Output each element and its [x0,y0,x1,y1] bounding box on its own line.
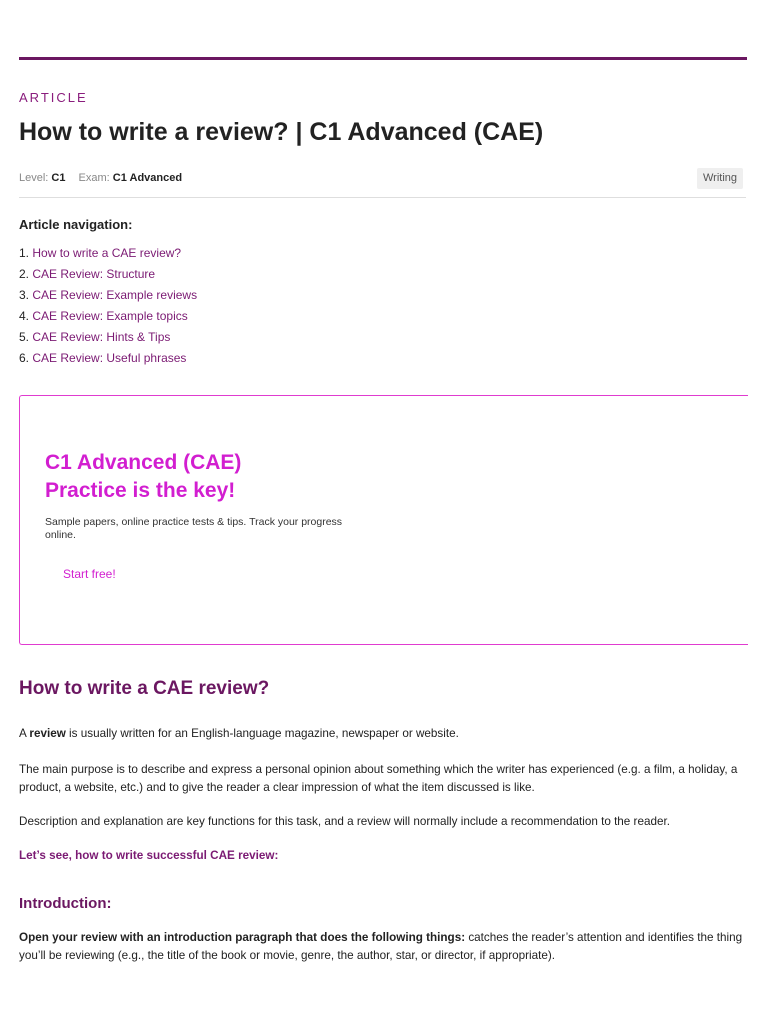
nav-item [19,266,197,287]
nav-link-useful-phrases[interactable]: CAE Review: Useful phrases [32,351,187,365]
nav-link-structure[interactable]: CAE Review: Structure [32,267,156,281]
exam-label: Exam: [78,172,110,184]
paragraph-1-bold: review [29,727,66,740]
paragraph-1-post: is usually written for an English-language magazine, newspaper or website. [65,727,459,740]
article-kicker: ARTICLE [19,90,88,105]
nav-item-number: 5. [19,330,30,344]
level-value: C1 [51,172,66,184]
paragraph-4-bold: Open your review with an introduction paragraph that does the following things: [19,931,466,944]
nav-item-number: 1. [19,246,30,260]
section-heading: How to write a CAE review? [19,678,270,699]
nav-link-hints-tips[interactable]: CAE Review: Hints & Tips [32,330,171,344]
promo-text: Sample papers, online practice tests & tips. Track your progress online. [45,516,343,541]
level-label: Level: [19,172,49,184]
exam-value: C1 Advanced [112,172,183,184]
paragraph-4-rest: catches the reader’s attention and identifies the thing you’ll be reviewing (e.g., the title of the book or movie, genre, the author, star, or director, if appropriate). [19,931,743,962]
nav-item-number: 3. [19,288,30,302]
lead-text: Let’s see, how to write successful CAE review: [19,849,279,862]
category-tag-writing[interactable]: Writing [697,168,743,189]
article-navigation-title: Article navigation: [19,217,133,232]
nav-item [19,308,197,329]
page-title: How to write a review? | C1 Advanced (CAE) [19,118,544,146]
practice-promo-box [19,395,748,645]
promo-heading [45,449,345,505]
nav-item-number: 4. [19,309,30,323]
paragraph-1 [19,725,754,743]
nav-item [19,329,197,350]
paragraph-3: Description and explanation are key functions for this task, and a review will normally include a recommendation to the reader. [19,815,670,828]
introduction-heading: Introduction: [19,895,112,912]
nav-item [19,350,197,371]
nav-item [19,287,197,308]
paragraph-2: The main purpose is to describe and express a personal opinion about something which the writer has experienced (e.g. a film, a holiday, a product, a website, etc.) and to give the reader a clear impression of what the item discussed is like. [19,763,738,794]
start-free-button[interactable]: Start free! [63,567,116,581]
paragraph-1-pre: A [19,727,30,740]
paragraph-4 [19,929,754,965]
nav-item-number: 2. [19,267,30,281]
nav-link-how-to-write[interactable]: How to write a CAE review? [32,246,182,260]
article-meta [19,172,192,184]
promo-heading-line1: C1 Advanced (CAE) [45,451,242,474]
promo-heading-line2: Practice is the key! [45,479,236,502]
nav-item [19,245,197,266]
article-navigation-list [19,245,197,371]
nav-link-example-reviews[interactable]: CAE Review: Example reviews [32,288,198,302]
meta-divider [19,197,746,198]
nav-link-example-topics[interactable]: CAE Review: Example topics [32,309,188,323]
header-rule [19,57,747,60]
nav-item-number: 6. [19,351,30,365]
